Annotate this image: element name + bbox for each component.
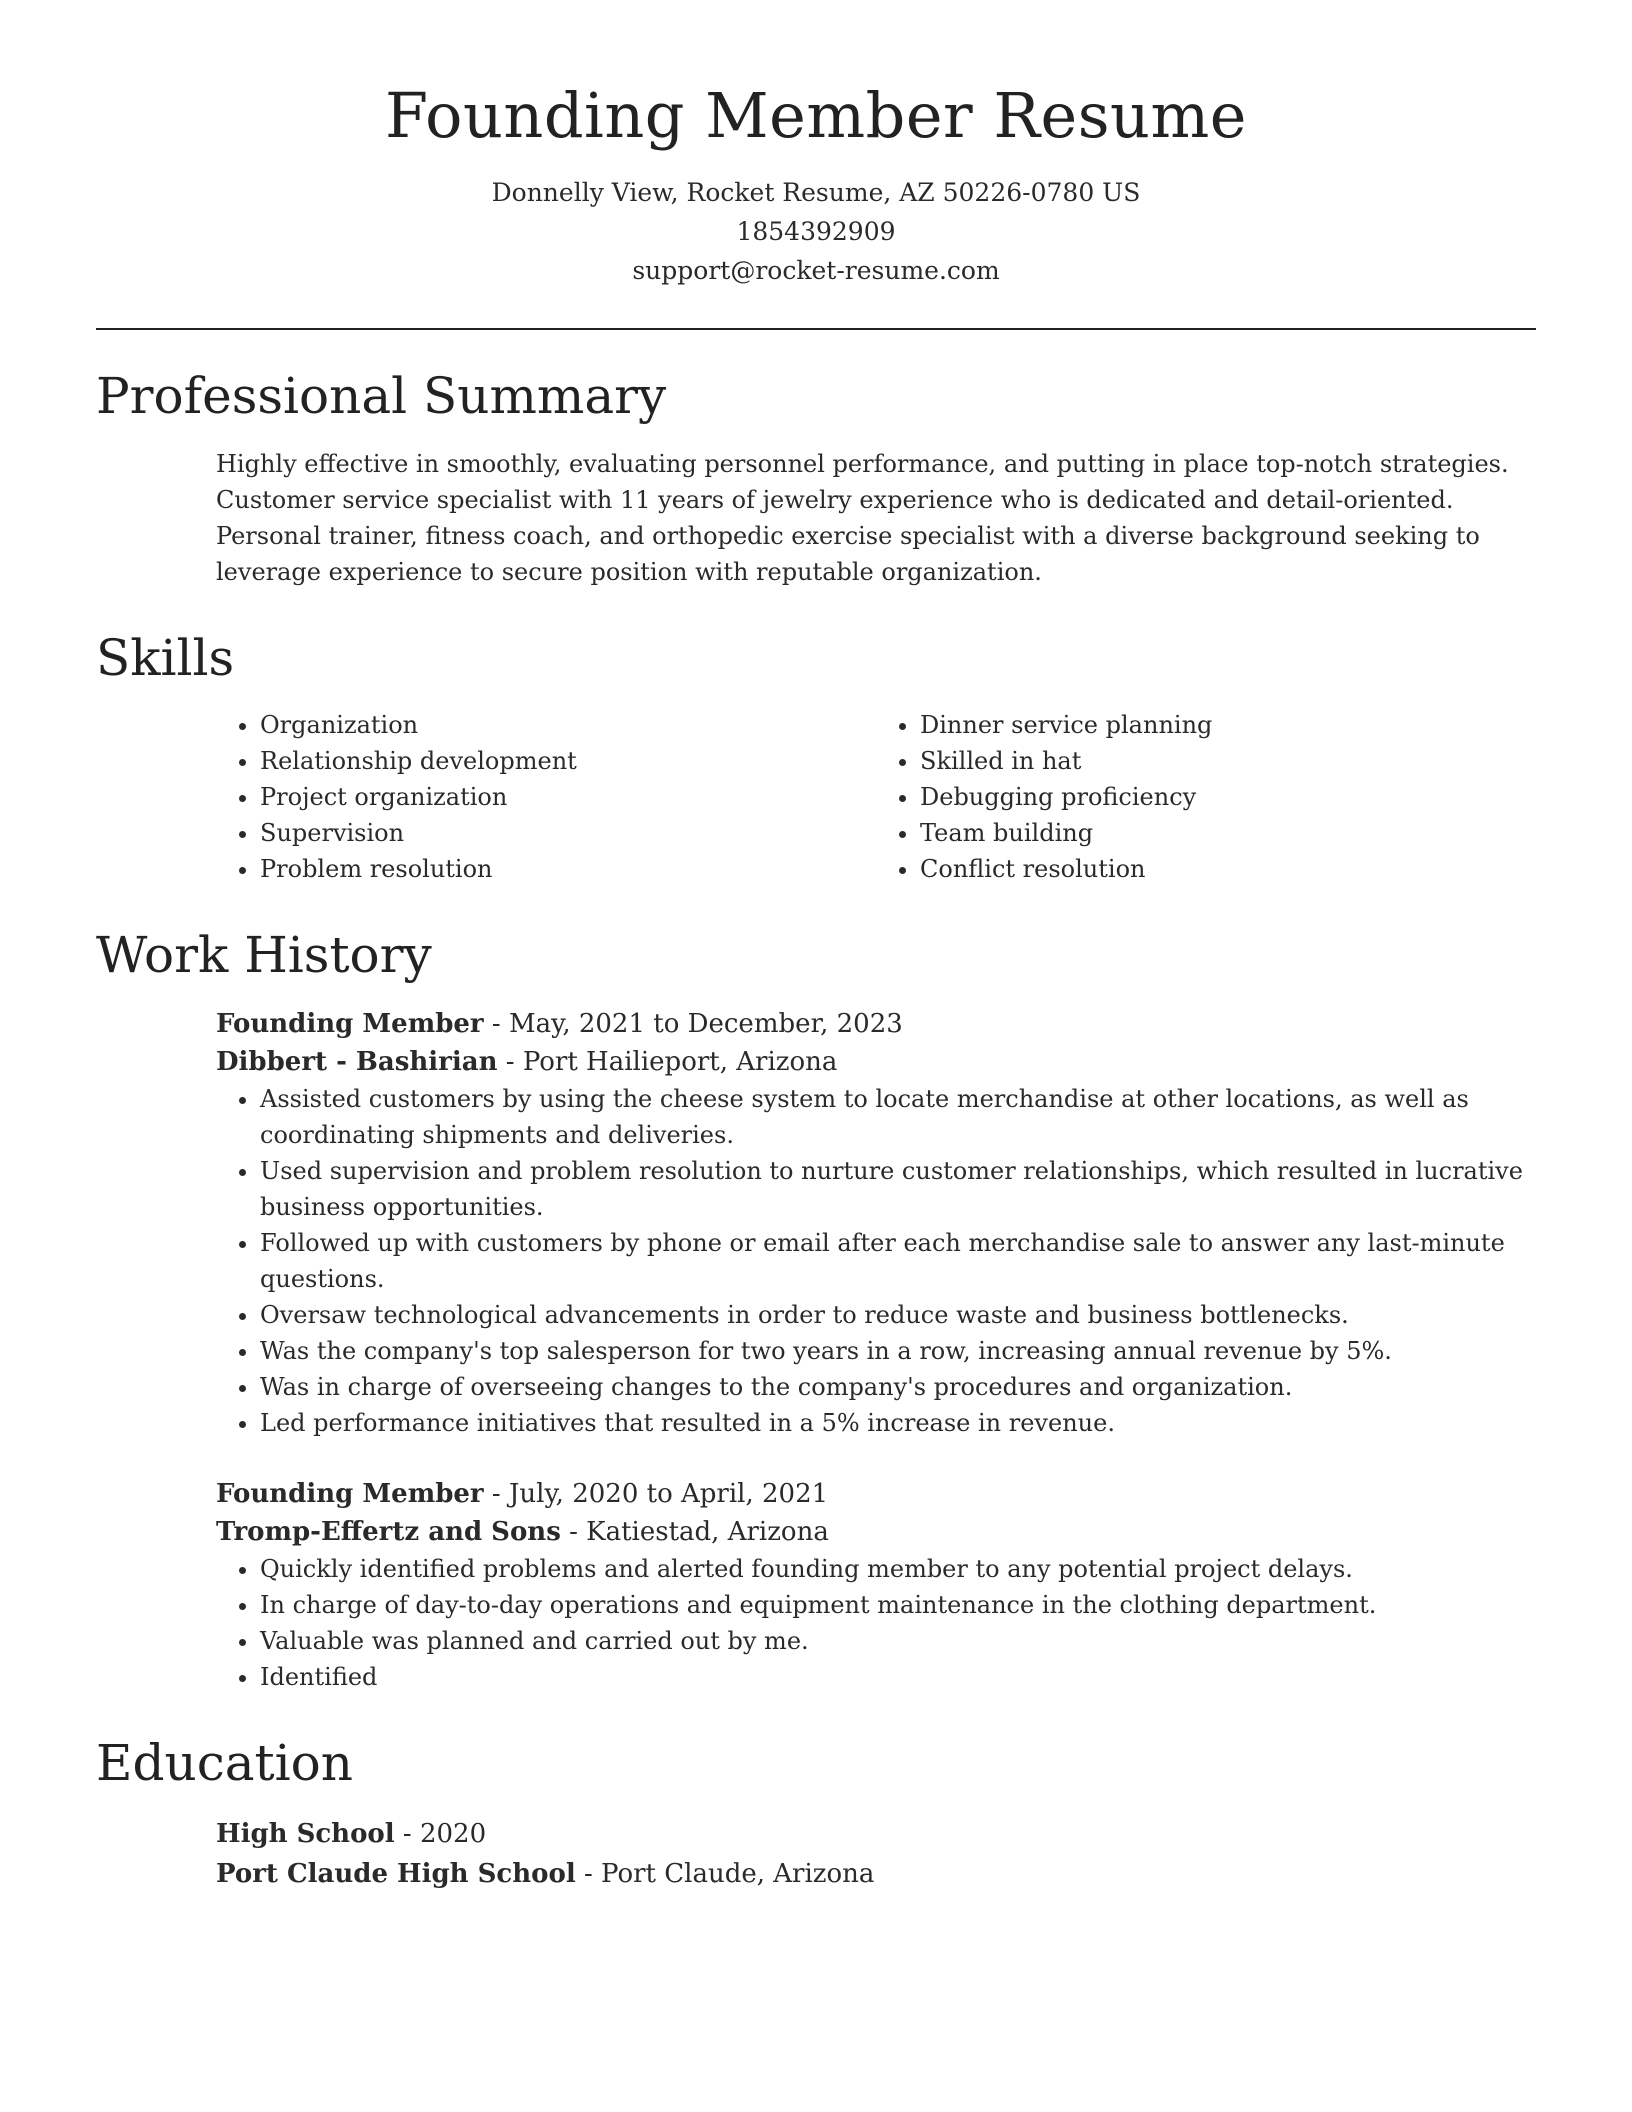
skills-column-right — [876, 707, 1536, 887]
job-header — [216, 1005, 1536, 1081]
job-header — [216, 1475, 1536, 1551]
education-heading: Education — [96, 1733, 353, 1792]
job-bullet: • Assisted customers by using the cheese system to locate merchandise at other locations, as well as coordinating shipments and deliveries. — [260, 1081, 1536, 1153]
job-company-line — [216, 1513, 1536, 1551]
education-school-line — [216, 1854, 1536, 1894]
skill-item: • Conflict resolution — [920, 851, 1536, 887]
skill-item: • Problem resolution — [260, 851, 876, 887]
job-title-line — [216, 1475, 1536, 1513]
skill-item: • Project organization — [260, 779, 876, 815]
work-history — [216, 1005, 1536, 1695]
job-bullet: • In charge of day-to-day operations and equipment maintenance in the clothing department. — [260, 1587, 1536, 1623]
job-bullets — [216, 1081, 1536, 1441]
summary-heading: Professional Summary — [96, 367, 667, 426]
job-bullet: • Valuable was planned and carried out by me. — [260, 1623, 1536, 1659]
resume-header — [96, 0, 1536, 290]
job-company: Dibbert - Bashirian — [216, 1046, 498, 1077]
job-bullet: • Followed up with customers by phone or email after each merchandise sale to answer any last-minute questions. — [260, 1225, 1536, 1297]
work-history-heading: Work History — [96, 926, 432, 985]
job-bullets — [216, 1551, 1536, 1695]
address: Donnelly View, Rocket Resume, AZ 50226-0780 US — [491, 178, 1141, 208]
skill-item: • Relationship development — [260, 743, 876, 779]
education-school: Port Claude High School — [216, 1859, 576, 1890]
skill-item: • Organization — [260, 707, 876, 743]
education-entry — [216, 1814, 1536, 1894]
skill-item: • Debugging proficiency — [920, 779, 1536, 815]
contact-info — [96, 173, 1536, 290]
job-company-line — [216, 1043, 1536, 1081]
skill-item: • Skilled in hat — [920, 743, 1536, 779]
education-degree: High School — [216, 1819, 395, 1850]
skills-list — [216, 707, 1536, 887]
header-divider — [96, 328, 1536, 330]
job-entry — [216, 1475, 1536, 1695]
job-bullet: • Led performance initiatives that resulted in a 5% increase in revenue. — [260, 1405, 1536, 1441]
job-location: - Katiestad, Arizona — [560, 1516, 829, 1547]
job-dates: - May, 2021 to December, 2023 — [483, 1008, 903, 1039]
education-degree-line — [216, 1814, 1536, 1854]
education-location: - Port Claude, Arizona — [575, 1859, 875, 1890]
job-entry — [216, 1005, 1536, 1441]
job-bullet: • Was the company's top salesperson for two years in a row, increasing annual revenue by 5%. — [260, 1333, 1536, 1369]
job-role: Founding Member — [216, 1478, 484, 1509]
job-role: Founding Member — [216, 1008, 484, 1039]
job-bullet: • Was in charge of overseeing changes to the company's procedures and organization. — [260, 1369, 1536, 1405]
phone: 1854392909 — [736, 217, 896, 247]
skill-item: • Supervision — [260, 815, 876, 851]
summary-text: Highly effective in smoothly, evaluating personnel performance, and putting in place top-notch strategies. Customer service specialist with 11 years of jewelry experience who is dedicated and detail-oriented. Personal trainer, fitness coach, and orthopedic exercise specialist with a diverse background seeking to leverage experience to secure position with reputable organization. — [216, 449, 1509, 586]
email: support@rocket-resume.com — [632, 256, 1000, 286]
job-bullet: • Oversaw technological advancements in order to reduce waste and business bottlenecks. — [260, 1297, 1536, 1333]
job-bullet: • Quickly identified problems and alerted founding member to any potential project delays. — [260, 1551, 1536, 1587]
job-location: - Port Hailieport, Arizona — [497, 1046, 838, 1077]
skill-item: • Team building — [920, 815, 1536, 851]
job-company: Tromp-Effertz and Sons — [216, 1516, 561, 1547]
job-title-line — [216, 1005, 1536, 1043]
job-dates: - July, 2020 to April, 2021 — [483, 1478, 829, 1509]
skills-column-left — [216, 707, 876, 887]
education-year: - 2020 — [394, 1819, 487, 1850]
job-bullet: • Identified — [260, 1659, 1536, 1695]
job-bullet: • Used supervision and problem resolution to nurture customer relationships, which resulted in lucrative business opportunities. — [260, 1153, 1536, 1225]
skill-item: • Dinner service planning — [920, 707, 1536, 743]
page-title: Founding Member Resume — [385, 79, 1247, 152]
skills-heading: Skills — [96, 628, 235, 687]
